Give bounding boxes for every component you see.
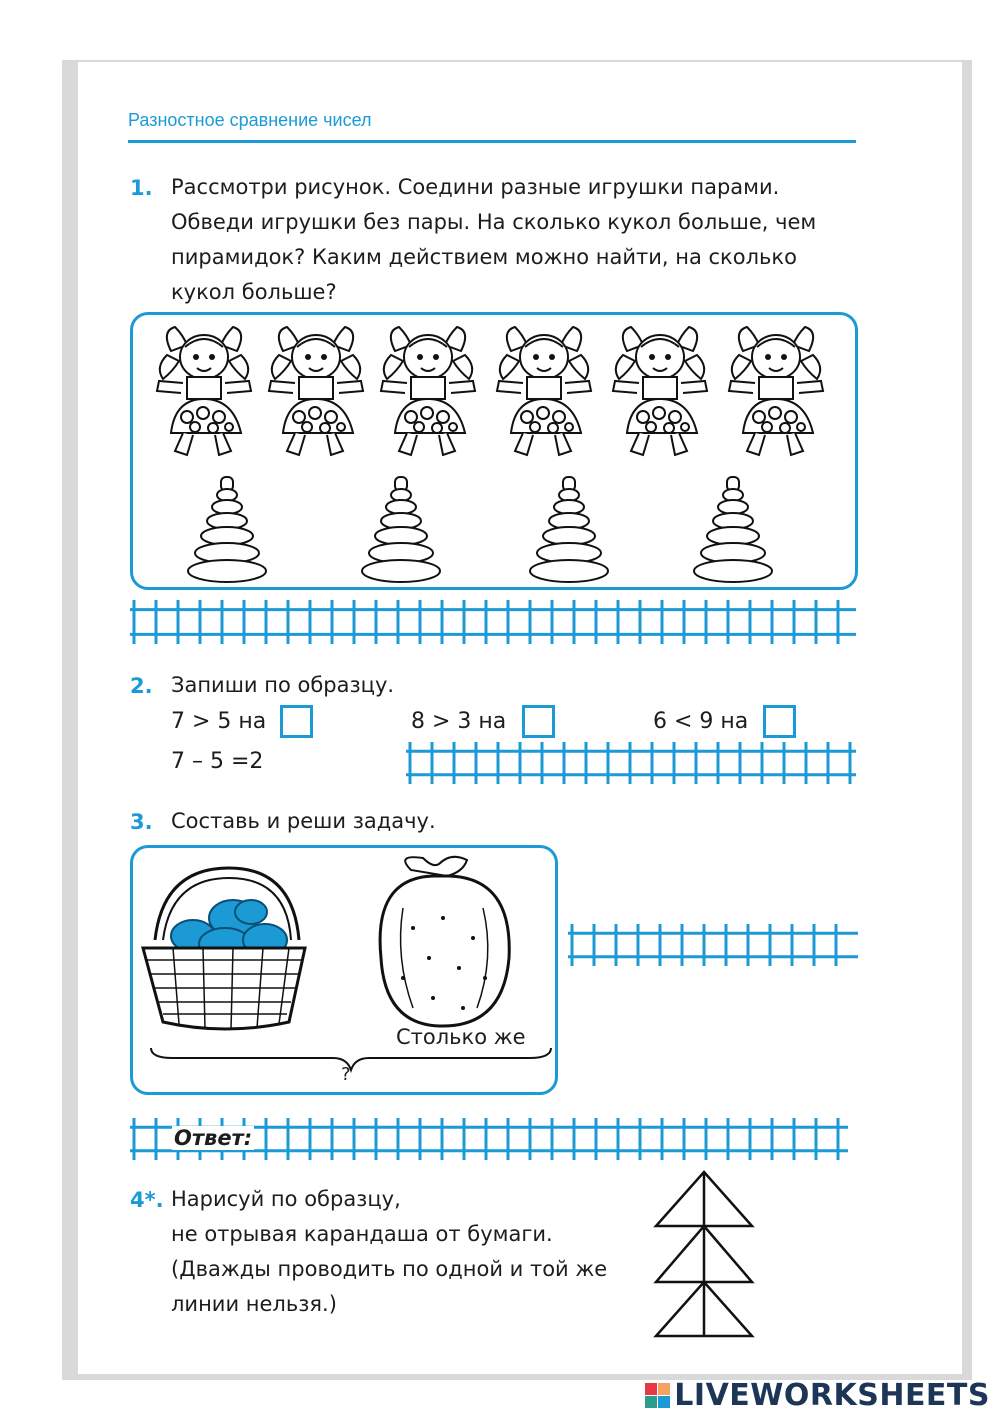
toys-picture-frame <box>130 312 858 590</box>
task4-text <box>171 1182 607 1322</box>
doll-6 <box>729 327 823 455</box>
doll-5 <box>613 327 707 455</box>
answer-box-3[interactable] <box>763 705 796 738</box>
task4-line: не отрывая карандаша от бумаги. <box>171 1222 553 1246</box>
task3-number: 3. <box>130 810 153 834</box>
task1-number: 1. <box>130 176 153 200</box>
page-title: Разностное сравнение чисел <box>128 110 372 130</box>
task1-line: кукол больше? <box>171 280 337 304</box>
problem-picture-frame <box>130 845 558 1095</box>
task1-line: Рассмотри рисунок. Соедини разные игрушки парами. <box>171 175 780 199</box>
brand-icon <box>645 1383 670 1408</box>
brand-name: LIVEWORKSHEETS <box>674 1378 990 1413</box>
doll-3 <box>381 327 475 455</box>
doll-4 <box>497 327 591 455</box>
answer-box-2[interactable] <box>522 705 555 738</box>
pyramid-3 <box>530 477 608 582</box>
doll-1 <box>157 327 251 455</box>
task1-text <box>171 170 816 310</box>
task2-answer-grid[interactable] <box>406 742 856 784</box>
pyramid-1 <box>188 477 266 582</box>
task2-text: Запиши по образцу. <box>171 673 395 697</box>
task4-line: линии нельзя.) <box>171 1292 337 1316</box>
task1-line: пирамидок? Каким действием можно найти, на сколько <box>171 245 797 269</box>
task3-solution-grid[interactable] <box>568 924 858 966</box>
example-2: 8 > 3 на <box>411 709 507 734</box>
task4-line: Нарисуй по образцу, <box>171 1187 401 1211</box>
pyramid-2 <box>362 477 440 582</box>
same-amount-caption: Столько же <box>396 1025 526 1049</box>
answer-label: Ответ: <box>174 1126 253 1150</box>
answer-box-1[interactable] <box>280 705 313 738</box>
sample-solution: 7 – 5 =2 <box>171 749 264 774</box>
example-1: 7 > 5 на <box>171 709 267 734</box>
task3-text: Составь и реши задачу. <box>171 809 436 833</box>
task4-line: (Дважды проводить по одной и той же <box>171 1257 608 1281</box>
task1-answer-grid[interactable] <box>130 600 856 644</box>
task1-line: Обведи игрушки без пары. На сколько кукол больше, чем <box>171 210 817 234</box>
task4-number: 4*. <box>130 1188 164 1212</box>
header-divider <box>128 140 856 143</box>
task2-number: 2. <box>130 674 153 698</box>
toys-illustration <box>133 315 855 587</box>
example-3: 6 < 9 на <box>653 709 749 734</box>
brace-question-mark: ? <box>341 1064 351 1085</box>
pyramid-4 <box>694 477 772 582</box>
doll-2 <box>269 327 363 455</box>
tree-drawing-sample <box>652 1170 756 1340</box>
basket-and-bag-illustration <box>133 848 555 1092</box>
brand-logo <box>645 1378 990 1413</box>
